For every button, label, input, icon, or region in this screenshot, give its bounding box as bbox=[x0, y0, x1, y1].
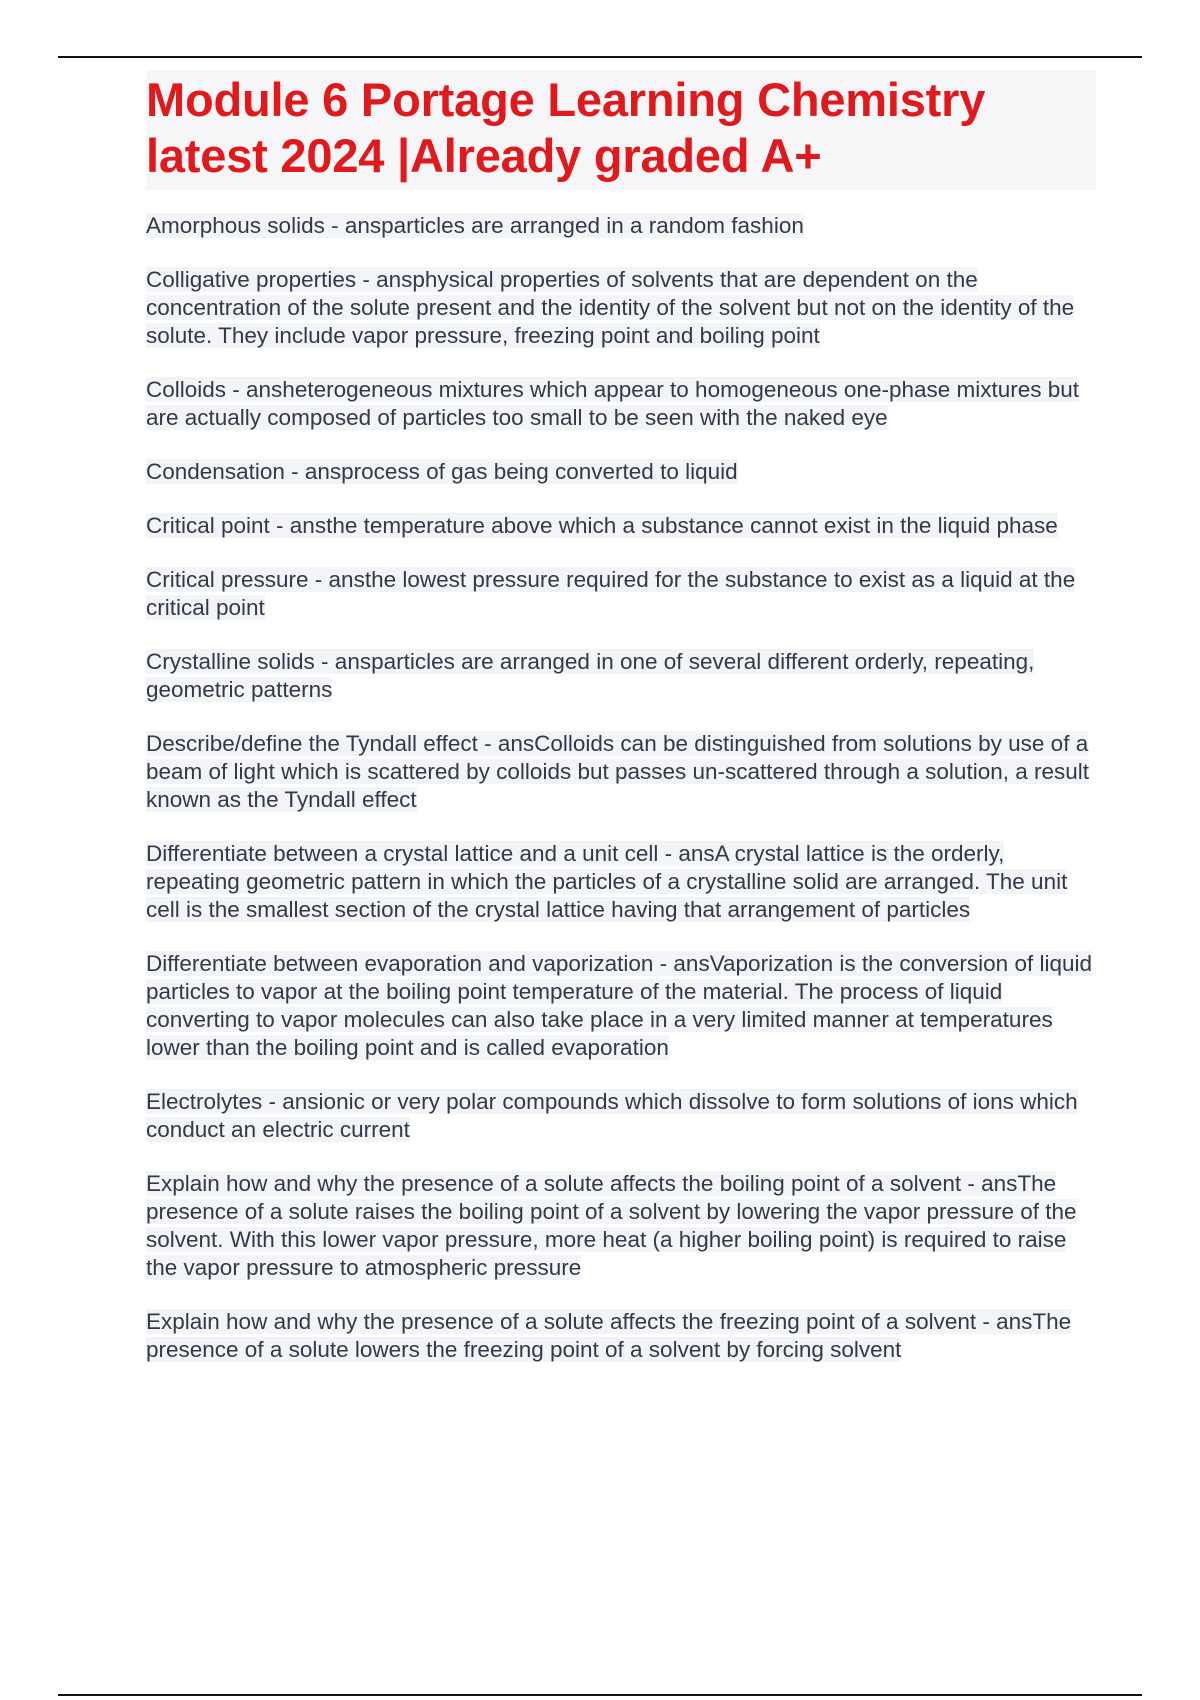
entry-critical-pressure bbox=[146, 566, 1096, 622]
entry-crystalline-solids bbox=[146, 648, 1096, 704]
entry-text: Explain how and why the presence of a solute affects the boiling point of a solvent - ansThe presence of a solute raises the boiling point of a solvent by lowering the vapor pressure of the solvent. With this lower vapor pressure, more heat (a higher boiling point) is required to raise the vapor pressure to atmospheric pressure bbox=[146, 1171, 1077, 1280]
entry-amorphous-solids bbox=[146, 212, 1096, 240]
entry-text: Critical point - ansthe temperature above which a substance cannot exist in the liquid phase bbox=[146, 513, 1058, 538]
bottom-rule bbox=[58, 1694, 1142, 1696]
entry-electrolytes bbox=[146, 1088, 1096, 1144]
entry-crystal-lattice-unit-cell bbox=[146, 840, 1096, 924]
top-rule bbox=[58, 56, 1142, 58]
entry-text: Crystalline solids - ansparticles are arranged in one of several different orderly, repeating, geometric patterns bbox=[146, 649, 1035, 702]
entry-evaporation-vaporization bbox=[146, 950, 1096, 1062]
entry-boiling-point-solute bbox=[146, 1170, 1096, 1282]
entry-text: Describe/define the Tyndall effect - ansColloids can be distinguished from solutions by use of a beam of light which is scattered by colloids but passes un-scattered through a solution, a result known as the Tyndall effect bbox=[146, 731, 1090, 812]
entry-text: Differentiate between a crystal lattice and a unit cell - ansA crystal lattice is the orderly, repeating geometric pattern in which the particles of a crystalline solid are arranged. The unit cell is the smallest section of the crystal lattice having that arrangement of particles bbox=[146, 841, 1068, 922]
entry-freezing-point-solute bbox=[146, 1308, 1096, 1364]
entry-text: Differentiate between evaporation and vaporization - ansVaporization is the conversion of liquid particles to vapor at the boiling point temperature of the material. The process of liquid converting to vapor molecules can also take place in a very limited manner at temperatures lower than the boiling point and is called evaporation bbox=[146, 951, 1092, 1060]
entry-text: Colloids - ansheterogeneous mixtures which appear to homogeneous one-phase mixtures but are actually composed of particles too small to be seen with the naked eye bbox=[146, 377, 1080, 430]
entry-text: Condensation - ansprocess of gas being converted to liquid bbox=[146, 459, 738, 484]
document-title: Module 6 Portage Learning Chemistry latest 2024 |Already graded A+ bbox=[146, 73, 986, 182]
document-body bbox=[146, 70, 1096, 1390]
entry-tyndall-effect bbox=[146, 730, 1096, 814]
entry-condensation bbox=[146, 458, 1096, 486]
entry-text: Amorphous solids - ansparticles are arranged in a random fashion bbox=[146, 213, 804, 238]
entry-text: Electrolytes - ansionic or very polar compounds which dissolve to form solutions of ions which conduct an electric current bbox=[146, 1089, 1078, 1142]
entry-critical-point bbox=[146, 512, 1096, 540]
entry-colligative-properties bbox=[146, 266, 1096, 350]
entry-text: Critical pressure - ansthe lowest pressure required for the substance to exist as a liquid at the critical point bbox=[146, 567, 1076, 620]
entry-text: Explain how and why the presence of a solute affects the freezing point of a solvent - ansThe presence of a solute lowers the freezing point of a solvent by forcing solvent bbox=[146, 1309, 1072, 1362]
entry-text: Colligative properties - ansphysical properties of solvents that are dependent on the concentration of the solute present and the identity of the solvent but not on the identity of the solute. They include vapor pressure, freezing point and boiling point bbox=[146, 267, 1075, 348]
title-block bbox=[146, 70, 1096, 190]
entry-colloids bbox=[146, 376, 1096, 432]
